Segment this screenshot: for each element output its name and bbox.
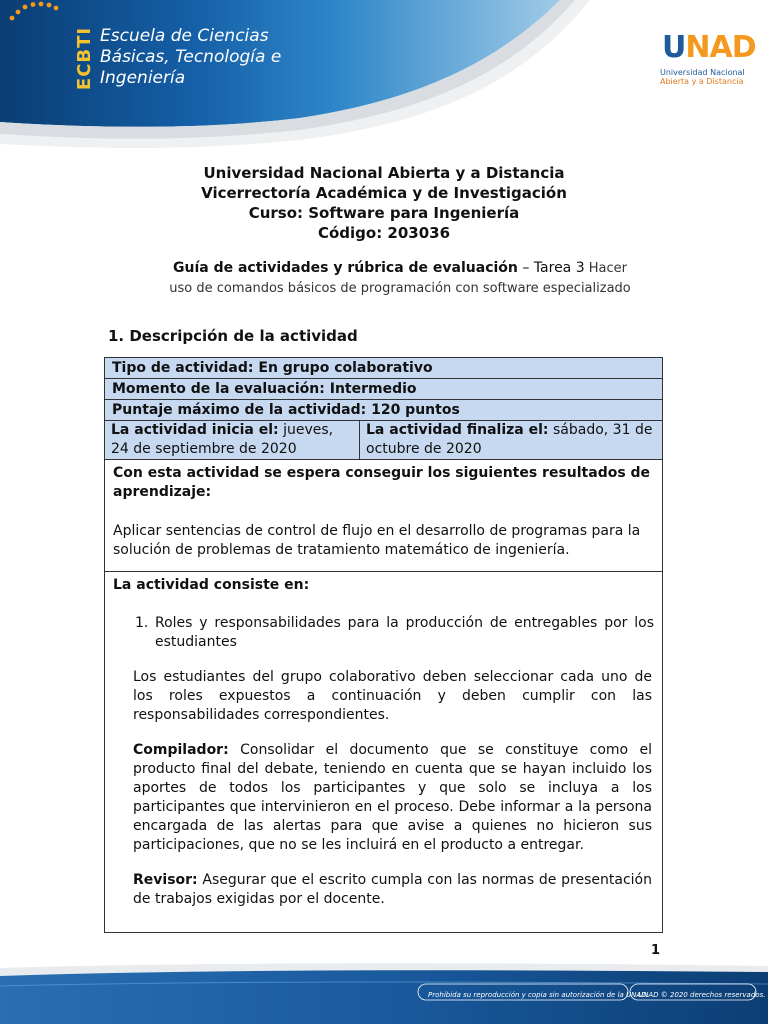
date-start-cell: La actividad inicia el: jueves, 24 de septiembre de 2020 — [105, 421, 360, 459]
course-code: Código: 203036 — [317, 224, 451, 242]
unad-logo-word: UNAD — [662, 30, 756, 65]
course-name: Curso: Software para Ingeniería — [248, 204, 520, 222]
row-momento: Momento de la evaluación: Intermedio — [105, 379, 662, 400]
row-puntaje: Puntaje máximo de la actividad: 120 puntos — [105, 400, 662, 421]
list-item: 1. Roles y responsabilidades para la producción de entregables por los estudiantes — [135, 615, 654, 650]
document-title — [0, 163, 768, 243]
row-dates — [105, 421, 662, 460]
school-line: Escuela de Ciencias — [100, 26, 269, 46]
page-header — [0, 0, 768, 150]
unad-caption-line: Abierta y a Distancia — [660, 77, 744, 86]
revisor-paragraph: Revisor: Asegurar que el escrito cumpla con las normas de presentación de trabajos exigidas por el docente. — [133, 872, 652, 907]
activity-table — [104, 357, 663, 933]
consiste-title: La actividad consiste en: — [113, 577, 310, 593]
page-number: 1 — [651, 943, 661, 958]
guide-rest: uso de comandos básicos de programación con software especializado — [169, 281, 631, 296]
guide-title — [120, 258, 680, 299]
roles-paragraph: Los estudiantes del grupo colaborativo deben seleccionar cada uno de los roles expuestos a continuación y deben cumplir con las responsabilidades correspondientes. — [133, 669, 652, 723]
date-end-cell: La actividad finaliza el: sábado, 31 de octubre de 2020 — [366, 422, 653, 457]
guide-bold: Guía de actividades y rúbrica de evaluación — [173, 260, 518, 276]
footer-copy-notice: Prohibida su reproducción y copia sin autorización de la UNAD. — [428, 991, 649, 999]
page-footer — [0, 958, 768, 1024]
section-title: 1. Descripción de la actividad — [108, 327, 358, 345]
footer-rights: UNAD © 2020 derechos reservados. — [638, 991, 766, 999]
list-item-text: Roles y responsabilidades para la producción de entregables por los estudiantes — [155, 615, 654, 650]
school-name — [100, 26, 281, 89]
unad-logo-dots — [0, 0, 90, 70]
row-consiste — [105, 572, 662, 932]
unad-logo-caption — [660, 68, 745, 86]
vicerrectoria: Vicerrectoría Académica y de Investigación — [201, 184, 567, 202]
ecbti-label: ECBTI — [74, 26, 96, 90]
resultados-text: Aplicar sentencias de control de flujo en el desarrollo de programas para la solución de problemas de tratamiento matemático de ingeniería. — [113, 523, 641, 558]
university-name: Universidad Nacional Abierta y a Distancia — [203, 164, 565, 182]
guide-rest: Hacer — [584, 261, 627, 276]
compilador-paragraph: Compilador: Consolidar el documento que se constituye como el producto final del debate, teniendo en cuenta que se hayan incluido los aportes de todos los participantes y que solo se incluya a los participantes que intervinieron en el proceso. Debe informar a la persona encargada de las alertas para que avise a quienes no hicieron sus participaciones, que no se les incluirá en el producto a entregar. — [133, 742, 652, 853]
resultados-title: Con esta actividad se espera conseguir los siguientes resultados de aprendizaje: — [113, 465, 651, 500]
unad-caption-line: Universidad Nacional — [660, 68, 745, 77]
row-resultados — [105, 460, 662, 572]
school-line: Básicas, Tecnología e — [100, 47, 282, 67]
school-line: Ingeniería — [100, 68, 186, 88]
row-tipo: Tipo de actividad: En grupo colaborativo — [105, 358, 662, 379]
guide-task: – Tarea 3 — [517, 260, 585, 276]
